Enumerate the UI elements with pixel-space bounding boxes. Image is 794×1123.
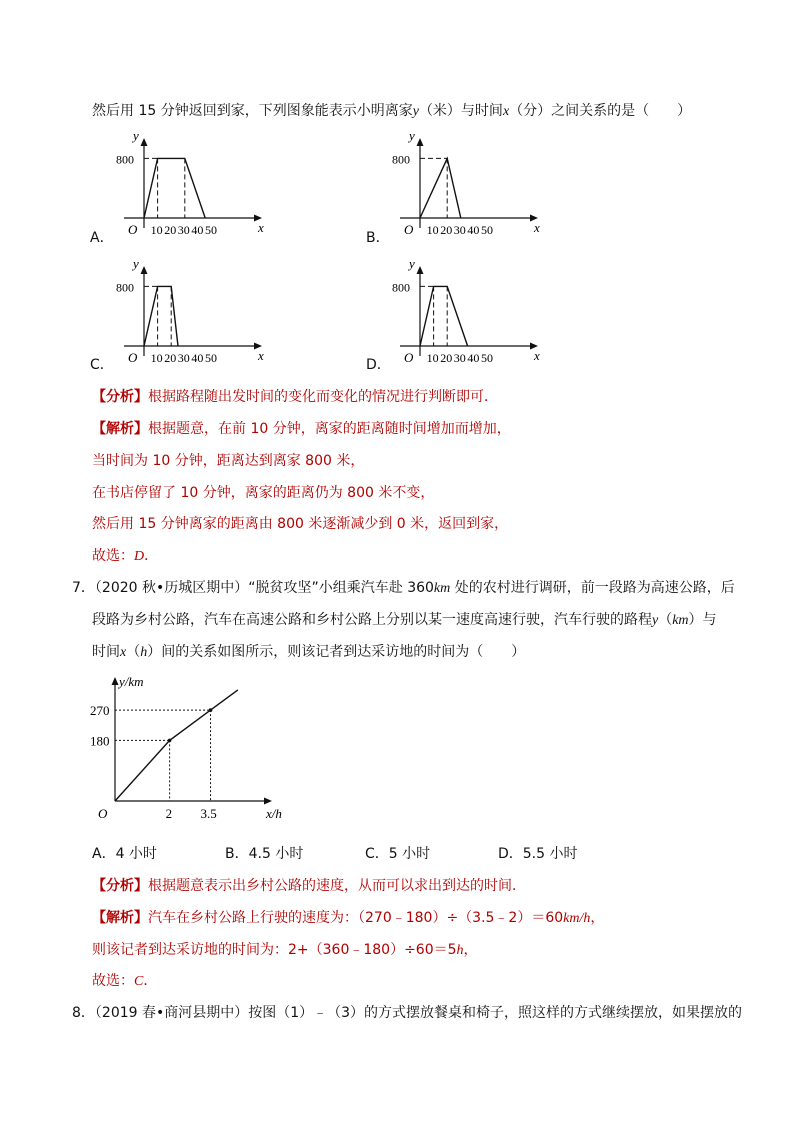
q7-graph xyxy=(90,672,300,827)
x-tick-label: 50 xyxy=(481,223,493,237)
x-axis-label: x/h xyxy=(266,806,282,821)
x-tick-label: 2 xyxy=(165,806,173,821)
q8-stem: 8．（2019 春•商河县期中）按图（1）﹣（3）的方式摆放餐桌和椅子，照这样的方式继续摆放，如果摆放的 xyxy=(72,1005,743,1021)
q6-analysis: 【分析】根据路程随出发时间的变化而变化的情况进行判断即可． xyxy=(92,389,498,405)
q7-stem-line-2: 段路为乡村公路，汽车在高速公路和乡村公路上分别以某一速度高速行驶，汽车行驶的路程y（km）与 xyxy=(92,612,717,628)
option-b-graph xyxy=(388,130,548,240)
x-tick-label: 10 xyxy=(150,351,163,365)
x-tick-label: 10 xyxy=(426,351,439,365)
data-point xyxy=(168,739,172,743)
y-axis-arrow xyxy=(141,266,148,274)
origin-label: O xyxy=(404,222,414,237)
y-axis-label: y xyxy=(133,130,139,143)
q7-answer: 故选：C． xyxy=(92,973,158,989)
x-tick-label: 30 xyxy=(177,223,190,237)
y-axis-arrow xyxy=(417,266,424,274)
q6-solution-line-4: 然后用 15 分钟离家的距离由 800 米逐渐减少到 0 米，返回到家， xyxy=(92,516,509,532)
q7-stem-line-3: 时间x（h）间的关系如图所示，则该记者到达采访地的时间为（ ） xyxy=(92,644,526,660)
y-tick-label: 800 xyxy=(392,280,410,295)
x-tick-label: 10 xyxy=(426,223,439,237)
y-tick-label: 800 xyxy=(116,152,134,167)
x-tick-label: 50 xyxy=(481,351,493,365)
q7-solution-line-2: 则该记者到达采访地的时间为：2+（360﹣180）÷60＝5h， xyxy=(92,942,478,958)
y-axis-label: y xyxy=(133,258,139,271)
option-d-label: D． xyxy=(366,357,391,373)
x-tick-label: 30 xyxy=(177,351,190,365)
q7-option-a: A．4 小时 xyxy=(92,846,157,862)
y-axis-label: y xyxy=(409,258,415,271)
series-line xyxy=(144,286,178,346)
option-a-graph xyxy=(112,130,272,240)
x-tick-label: 30 xyxy=(453,223,466,237)
y-tick-label: 180 xyxy=(90,733,110,749)
series-line xyxy=(420,286,468,346)
x-axis-label: x xyxy=(258,220,264,235)
x-tick-label: 3.5 xyxy=(200,806,217,821)
q7-option-b: B．4.5 小时 xyxy=(225,846,304,862)
x-tick-label: 50 xyxy=(205,351,217,365)
x-tick-label: 20 xyxy=(440,223,453,237)
x-axis-label: x xyxy=(534,220,540,235)
q7-analysis: 【分析】根据题意表示出乡村公路的速度，从而可以求出到达的时间． xyxy=(92,878,526,894)
q7-option-c: C．5 小时 xyxy=(365,846,431,862)
origin-label: O xyxy=(98,806,108,821)
x-axis-label: x xyxy=(258,348,264,363)
x-tick-label: 20 xyxy=(164,351,177,365)
x-tick-label: 40 xyxy=(191,351,204,365)
q7-stem-line-1: 7．（2020 秋•历城区期中）“脱贫攻坚”小组乘汽车赴 360km 处的农村进行调研，前一段路为高速公路，后 xyxy=(72,580,735,596)
series-line xyxy=(144,158,205,218)
y-axis-arrow xyxy=(112,677,119,685)
x-tick-label: 40 xyxy=(467,223,480,237)
option-d-graph xyxy=(388,258,548,368)
x-axis-arrow xyxy=(264,798,272,805)
y-tick-label: 800 xyxy=(116,280,134,295)
option-b-label: B． xyxy=(366,230,390,246)
option-a-label: A． xyxy=(90,230,114,246)
y-axis-arrow xyxy=(141,138,148,146)
x-tick-label: 10 xyxy=(150,223,163,237)
y-tick-label: 800 xyxy=(392,152,410,167)
x-tick-label: 40 xyxy=(191,223,204,237)
q7-option-d: D．5.5 小时 xyxy=(498,846,578,862)
q6-answer: 故选：D． xyxy=(92,548,159,564)
y-axis-label: y xyxy=(409,130,415,143)
x-tick-label: 20 xyxy=(440,351,453,365)
option-c-label: C． xyxy=(90,357,114,373)
data-point xyxy=(209,708,213,712)
x-tick-label: 50 xyxy=(205,223,217,237)
origin-label: O xyxy=(404,350,414,365)
series-line xyxy=(115,690,238,801)
q7-solution-line-1: 【解析】汽车在乡村公路上行驶的速度为：（270﹣180）÷（3.5﹣2）＝60km/h， xyxy=(92,910,605,926)
y-axis-label: y/km xyxy=(119,674,144,689)
q6-solution-line-1: 【解析】根据题意，在前 10 分钟，离家的距离随时间增加而增加， xyxy=(92,421,511,437)
q6-solution-line-2: 当时间为 10 分钟，距离达到离家 800 米， xyxy=(92,453,365,469)
x-tick-label: 40 xyxy=(467,351,480,365)
x-tick-label: 20 xyxy=(164,223,177,237)
origin-label: O xyxy=(128,350,138,365)
x-tick-label: 30 xyxy=(453,351,466,365)
q6-stem: 然后用 15 分钟返回到家，下列图象能表示小明离家y（米）与时间x（分）之间关系的是（ ） xyxy=(92,103,692,119)
origin-label: O xyxy=(128,222,138,237)
option-c-graph xyxy=(112,258,272,368)
series-line xyxy=(420,158,461,218)
x-axis-label: x xyxy=(534,348,540,363)
y-tick-label: 270 xyxy=(90,703,110,719)
y-axis-arrow xyxy=(417,138,424,146)
q6-solution-line-3: 在书店停留了 10 分钟，离家的距离仍为 800 米不变， xyxy=(92,485,435,501)
